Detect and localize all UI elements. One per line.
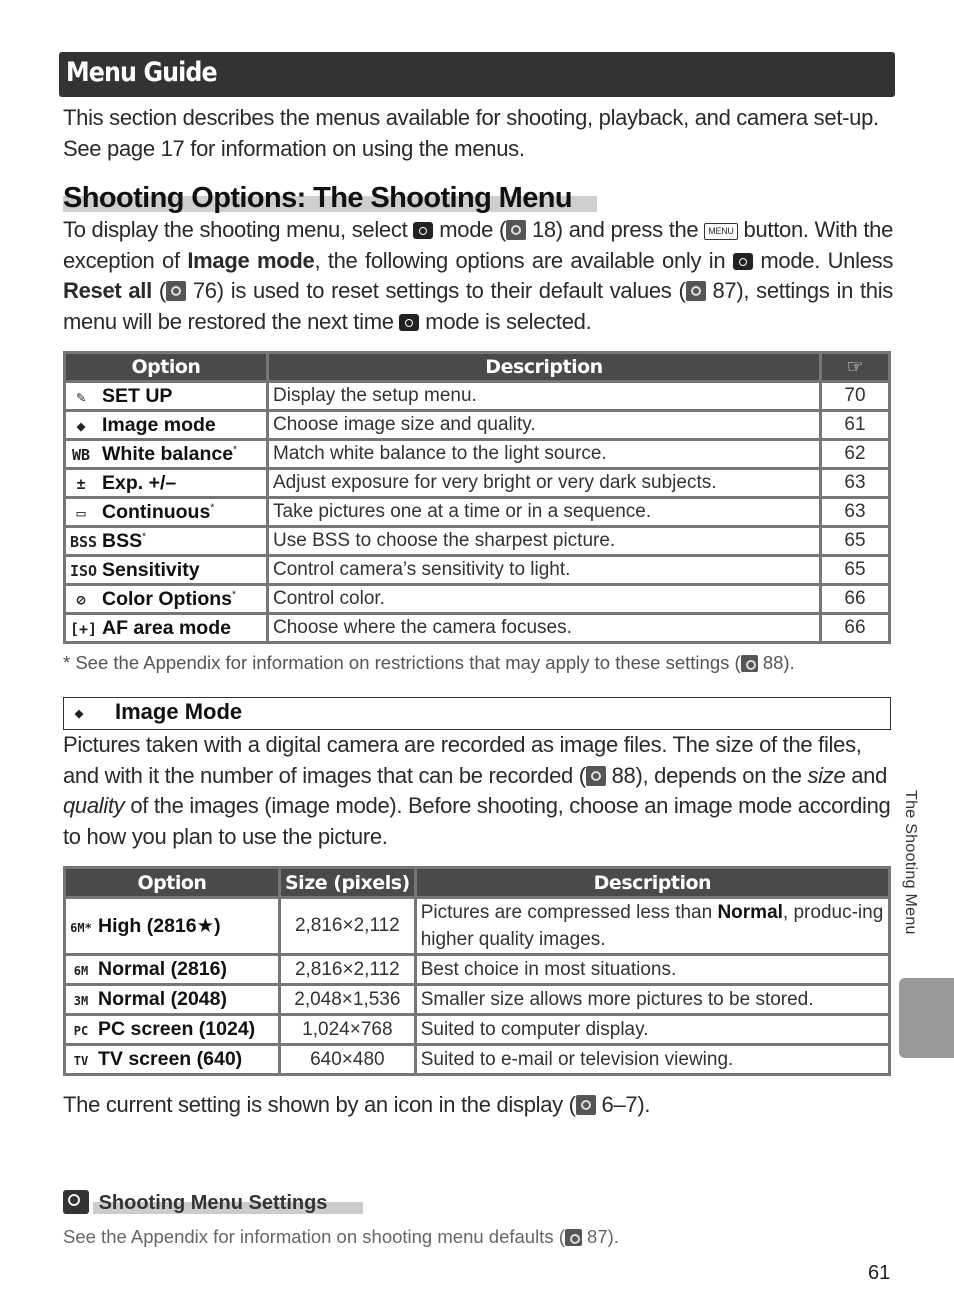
desc-text: Suited to computer display. (420, 1019, 649, 1040)
description-cell: Choose image size and quality. (269, 412, 819, 438)
size-cell: 1,024×768 (281, 1016, 414, 1043)
italic-term: size (807, 762, 846, 788)
text: of the images (image mode). Before shooting, choose an image mode according to how you plan to use the picture. (63, 793, 891, 849)
footnote-star: * (210, 502, 215, 513)
page-cell: 66 (822, 615, 888, 641)
option-label: High (2816★) (98, 915, 221, 937)
option-label: White balance (102, 442, 234, 465)
desc-text: Smaller size allows more pictures to be stored. (420, 989, 814, 1010)
table-row (66, 383, 888, 409)
header-description: Description (417, 869, 888, 896)
normal-2048-icon: 3M (73, 994, 89, 1008)
size-cell: 640×480 (281, 1046, 414, 1073)
bss-icon: BSS (70, 532, 98, 551)
desc-text: Suited to e-mail or television viewing. (420, 1049, 734, 1070)
table-row (66, 986, 888, 1013)
page-ref-icon (576, 1095, 596, 1115)
normal-2816-icon: 6M (73, 964, 89, 978)
description-cell: Control color. (269, 586, 819, 612)
option-cell (66, 1046, 278, 1073)
image-mode-table (63, 866, 891, 1076)
option-cell (66, 899, 278, 953)
text: See the Appendix for information on shooting menu defaults ( (63, 1226, 565, 1247)
option-label: BSS (102, 529, 143, 552)
text: 87), settings in this menu will be restored the next time (63, 278, 893, 334)
header-option: Option (66, 354, 266, 380)
camera-icon (733, 253, 753, 270)
size-cell: 2,048×1,536 (281, 986, 414, 1013)
text: 6–7). (601, 1092, 651, 1117)
desc-bold: Normal (717, 902, 783, 923)
table-row (66, 586, 888, 612)
page-cell: 65 (822, 557, 888, 583)
page-cell: 66 (822, 586, 888, 612)
page-cell: 70 (822, 383, 888, 409)
option-label: Sensitivity (102, 558, 200, 581)
option-label: AF area mode (102, 616, 231, 639)
exposure-icon: ± (76, 474, 86, 493)
image-mode-icon: ◆ (74, 704, 84, 722)
header-option: Option (66, 869, 278, 896)
bold-term: Reset all (63, 278, 152, 303)
table-row (66, 441, 888, 467)
option-label: Normal (2048) (98, 988, 227, 1010)
text: * See the Appendix for information on restrictions that may apply to these settings ( (63, 652, 741, 673)
option-label: Image mode (102, 413, 216, 436)
table-row (66, 899, 888, 953)
white-balance-icon: WB (71, 445, 91, 464)
menu-guide-banner (59, 52, 895, 97)
header-page-ref: ☞ (822, 354, 888, 380)
text: 76) is used to reset settings to their default values ( (192, 278, 686, 303)
table-footnote (63, 652, 795, 674)
option-cell (66, 470, 266, 496)
color-options-icon: ⊘ (76, 590, 86, 609)
iso-icon: ISO (70, 561, 98, 580)
option-label: Normal (2816) (98, 958, 227, 980)
description-cell: Match white balance to the light source. (269, 441, 819, 467)
table-row (66, 412, 888, 438)
header-description: Description (269, 354, 819, 380)
side-label-text: The Shooting Menu (902, 790, 919, 935)
page-ref-icon (565, 1229, 582, 1246)
current-setting-text (63, 1090, 650, 1121)
banner-title: Menu Guide (66, 57, 217, 88)
text: Pictures taken with a digital camera are recorded as image files. The size of the files, and with it the number of images that can be recorded ( (63, 732, 862, 788)
page-ref-icon (506, 220, 526, 240)
desc-text: Best choice in most situations. (420, 959, 677, 980)
description-cell (417, 1046, 888, 1073)
description-cell: Adjust exposure for very bright or very dark subjects. (269, 470, 819, 496)
section-thumb-tab (899, 978, 954, 1058)
camera-icon (413, 222, 433, 239)
description-cell: Display the setup menu. (269, 383, 819, 409)
intro-paragraph: This section describes the menus available for shooting, playback, and camera set-up. See page 17 for information on using the menus. (63, 105, 879, 161)
option-label: Continuous (102, 500, 211, 523)
tv-screen-icon: TV (73, 1054, 89, 1068)
text: mode. Unless (760, 247, 894, 273)
page-cell: 61 (822, 412, 888, 438)
footnote-star: * (142, 531, 147, 542)
page-cell: 63 (822, 499, 888, 525)
text: mode is selected. (425, 308, 592, 334)
page-cell: 63 (822, 470, 888, 496)
page-ref-icon (741, 655, 758, 672)
option-cell (66, 586, 266, 612)
page-cell: 65 (822, 528, 888, 554)
high-icon: 6M* (70, 921, 92, 935)
text: , the following options are available only in (314, 247, 726, 273)
footnote-star: * (233, 444, 238, 455)
note-icon (63, 1190, 89, 1214)
text: To display the shooting menu, select (63, 217, 408, 242)
option-label: Exp. +/– (102, 471, 177, 494)
header-size: Size (pixels) (281, 869, 414, 896)
page-ref-icon (166, 281, 186, 301)
description-cell (417, 986, 888, 1013)
table-header-row (66, 869, 888, 896)
option-cell (66, 441, 266, 467)
page-ref-icon (686, 281, 706, 301)
page-ref-icon (586, 766, 606, 786)
option-cell (66, 499, 266, 525)
setup-icon: ✎ (76, 387, 86, 406)
table-row (66, 470, 888, 496)
table-row (66, 1016, 888, 1043)
option-cell (66, 412, 266, 438)
table-row (66, 1046, 888, 1073)
footnote-star: * (232, 589, 236, 600)
menu-button-icon: MENU (704, 223, 737, 240)
desc-text: Pictures are compressed less than (420, 902, 713, 923)
pc-screen-icon: PC (73, 1024, 89, 1038)
description-cell: Control camera’s sensitivity to light. (269, 557, 819, 583)
description-cell: Take pictures one at a time or in a sequence. (269, 499, 819, 525)
page-cell: 62 (822, 441, 888, 467)
description-cell (417, 956, 888, 983)
option-label: TV screen (640) (98, 1048, 243, 1070)
option-cell (66, 956, 278, 983)
section-heading: Shooting Options: The Shooting Menu (63, 182, 572, 214)
option-cell (66, 615, 266, 641)
text: 88). (762, 652, 795, 673)
description-cell (417, 1016, 888, 1043)
image-mode-paragraph (63, 730, 893, 852)
image-mode-heading: Image Mode (115, 699, 243, 724)
bold-term: Image mode (187, 247, 315, 273)
text: button. With the exception of (63, 217, 894, 273)
text: ( (158, 278, 166, 303)
table-row (66, 615, 888, 641)
note-heading (63, 1190, 327, 1215)
table-row (66, 557, 888, 583)
desc-text: , produc-ing higher quality images. (420, 902, 884, 950)
option-cell (66, 383, 266, 409)
page-number: 61 (868, 1262, 891, 1284)
text: 88), depends on the (611, 762, 802, 788)
table-row (66, 956, 888, 983)
option-cell (66, 986, 278, 1013)
description-cell: Use BSS to choose the sharpest picture. (269, 528, 819, 554)
size-cell: 2,816×2,112 (281, 956, 414, 983)
note-title: Shooting Menu Settings (98, 1192, 328, 1214)
option-cell (66, 528, 266, 554)
option-cell (66, 557, 266, 583)
description-cell (417, 899, 888, 953)
table-row (66, 528, 888, 554)
image-mode-heading-box (63, 697, 891, 730)
text: 87). (587, 1226, 619, 1247)
continuous-icon: ▭ (76, 503, 86, 522)
option-label: PC screen (1024) (98, 1018, 256, 1040)
table-header-row (66, 354, 888, 380)
camera-icon (399, 314, 419, 331)
option-label: Color Options (102, 587, 232, 610)
text: and (851, 762, 888, 788)
size-cell: 2,816×2,112 (281, 899, 414, 953)
image-mode-icon: ◆ (76, 416, 86, 435)
display-menu-paragraph (63, 215, 893, 337)
section-heading-wrap (63, 182, 572, 215)
side-section-label (899, 790, 929, 970)
table-row (66, 499, 888, 525)
text: 18) and press the (531, 217, 699, 242)
text: The current setting is shown by an icon in the display ( (63, 1092, 576, 1117)
text: mode ( (439, 217, 507, 242)
af-area-icon: [+] (70, 619, 98, 638)
option-cell (66, 1016, 278, 1043)
option-label: SET UP (102, 384, 173, 407)
italic-term: quality (63, 793, 125, 818)
note-body (63, 1226, 619, 1248)
shooting-options-table (63, 351, 891, 644)
description-cell: Choose where the camera focuses. (269, 615, 819, 641)
